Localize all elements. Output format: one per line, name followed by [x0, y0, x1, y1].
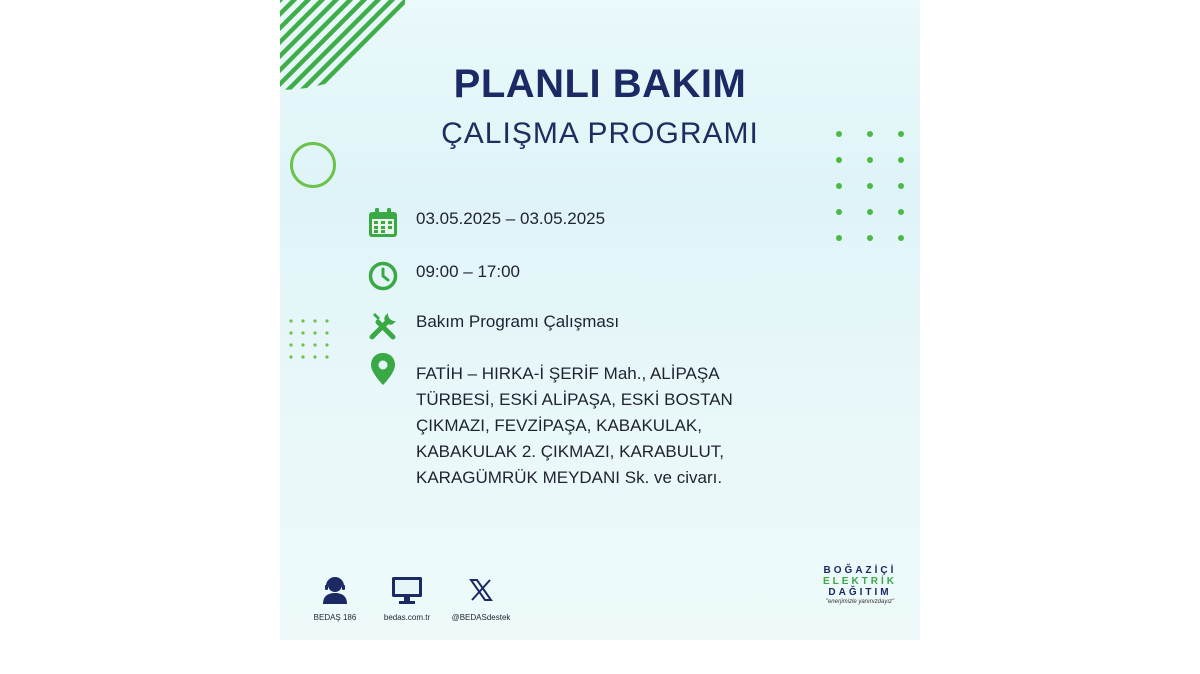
call-center-agent-icon	[300, 573, 370, 607]
time-range: 09:00 – 17:00	[416, 262, 520, 281]
footer-x-account	[446, 573, 516, 622]
footer-website	[372, 573, 442, 622]
location-line: KABAKULAK 2. ÇIKMAZI, KARABULUT,	[416, 442, 724, 461]
date-row	[366, 206, 605, 240]
page-title: PLANLI BAKIM	[453, 62, 747, 106]
calendar-icon	[366, 206, 400, 240]
logo-line-1: BOĞAZİÇİ	[823, 565, 897, 576]
decorative-dot-grid-left	[286, 316, 336, 366]
company-logo	[814, 565, 906, 605]
location-line: KARAGÜMRÜK MEYDANI Sk. ve civarı.	[416, 468, 723, 487]
time-row	[366, 259, 520, 293]
work-type: Bakım Programı Çalışması	[416, 312, 620, 331]
logo-line-3: DAĞITIM	[828, 587, 892, 598]
clock-icon	[366, 259, 400, 293]
x-logo-icon	[446, 573, 516, 607]
location-pin-icon	[366, 352, 400, 386]
date-range: 03.05.2025 – 03.05.2025	[416, 209, 606, 228]
location-line: FATİH – HIRKA-İ ŞERİF Mah., ALİPAŞA	[416, 364, 720, 383]
page-subtitle: ÇALIŞMA PROGRAMI	[441, 117, 759, 150]
location-line: TÜRBESİ, ESKİ ALİPAŞA, ESKİ BOSTAN	[416, 390, 733, 409]
logo-line-2: ELEKTRİK	[823, 576, 897, 587]
location-line: ÇIKMAZI, FEVZİPAŞA, KABAKULAK,	[416, 416, 702, 435]
location-row	[366, 352, 733, 491]
website-label: bedas.com.tr	[383, 613, 431, 622]
location-text	[416, 361, 733, 491]
footer-phone	[300, 573, 370, 622]
tools-icon	[366, 309, 400, 343]
logo-slogan: "enerjimizle yanınızdayız"	[825, 599, 895, 605]
x-account-label: @BEDASdestek	[451, 613, 511, 622]
phone-label: BEDAŞ 186	[313, 613, 357, 622]
monitor-icon	[372, 573, 442, 607]
work-type-row	[366, 309, 619, 343]
announcement-card	[280, 0, 920, 640]
